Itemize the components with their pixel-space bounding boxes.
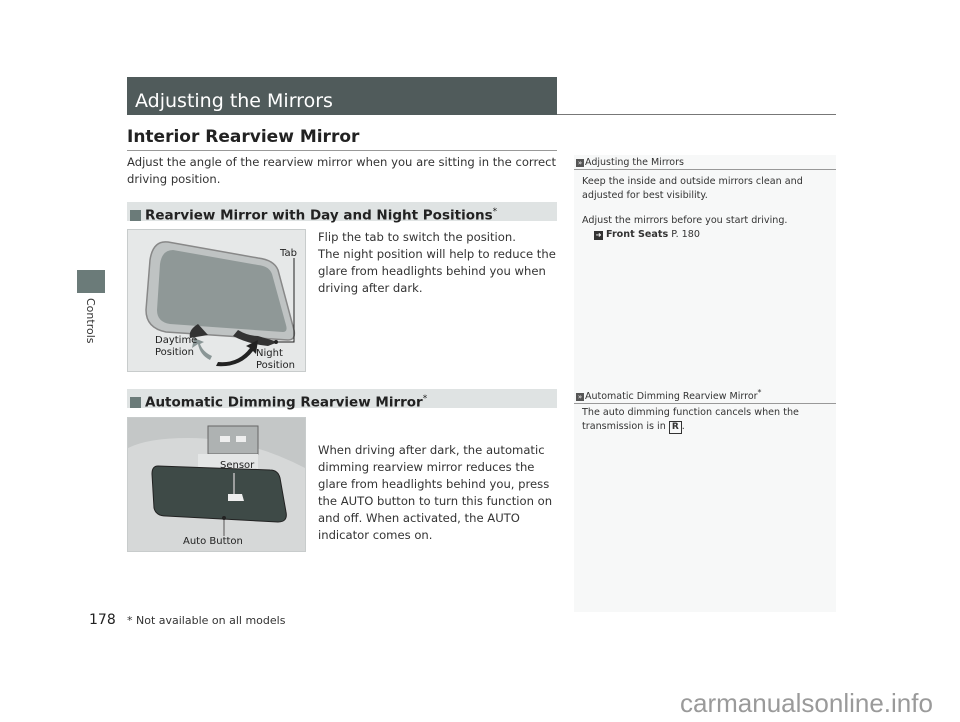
subheading-text: Automatic Dimming Rearview Mirror [145,394,423,411]
asterisk: * [422,394,428,404]
xref-label: Front Seats [606,228,669,240]
figure-label-daytime: Daytime Position [155,335,198,358]
arrow-reference-icon: ➜ [595,230,602,239]
figure-label-auto-button: Auto Button [183,536,243,547]
asterisk: * [757,388,762,397]
auto-mirror-illustration [128,418,305,551]
chapter-label: Controls [84,298,97,344]
note-text: The auto dimming function cancels when the transmission is in [582,407,799,432]
auto-dimming-text: When driving after dark, the automatic dimming rearview mirror reduces the glare from headlights behind you, press the AUTO button to turn this function on and off. When activated, the AUTO indicator comes on. [318,443,553,542]
divider [557,114,836,115]
section-title: Adjusting the Mirrors [127,77,557,115]
auto-dimming-mirror-figure [127,417,306,552]
note-title: Automatic Dimming Rearview Mirror [585,391,758,403]
chapter-tab-marker [77,270,105,293]
subheading-auto-dimming [127,389,557,411]
note-body [582,406,832,434]
day-night-text [318,229,558,297]
page-number: 178 [89,612,116,628]
note-title: Adjusting the Mirrors [585,157,684,168]
square-bullet-icon [130,397,141,408]
note-heading [574,155,836,170]
note-marker-icon: » [577,159,583,167]
text-line: Flip the tab to switch the position. [318,230,516,244]
note-text: Adjust the mirrors before you start driving. [582,215,788,226]
figure-label-sensor: Sensor [220,460,255,471]
figure-label-night: Night Position [256,348,295,371]
notes-column [574,155,836,612]
note-body [582,175,832,241]
note-heading [574,386,836,404]
xref-page: P. 180 [671,228,700,240]
asterisk: * [492,207,498,217]
note-marker-icon: » [577,393,583,402]
footnote: * Not available on all models [127,614,286,627]
intro-text: Adjust the angle of the rearview mirror when you are sitting in the correct driving position. [127,155,557,186]
gear-r-key: R [669,421,682,434]
subheading-day-night [127,202,557,224]
figure-label-tab: Tab [280,248,297,259]
day-night-mirror-figure [127,229,306,372]
watermark: carmanualsonline.info [680,688,933,718]
square-bullet-icon [130,210,141,221]
note-text: . [681,420,685,432]
divider [127,150,557,151]
subheading-text: Rearview Mirror with Day and Night Positions [145,207,493,224]
note-text: Keep the inside and outside mirrors clean and adjusted for best visibility. [582,176,803,201]
cross-reference-link[interactable] [582,228,832,242]
page-heading: Interior Rearview Mirror [127,127,360,147]
text-line: The night position will help to reduce the glare from headlights behind you when driving after dark. [318,247,556,295]
